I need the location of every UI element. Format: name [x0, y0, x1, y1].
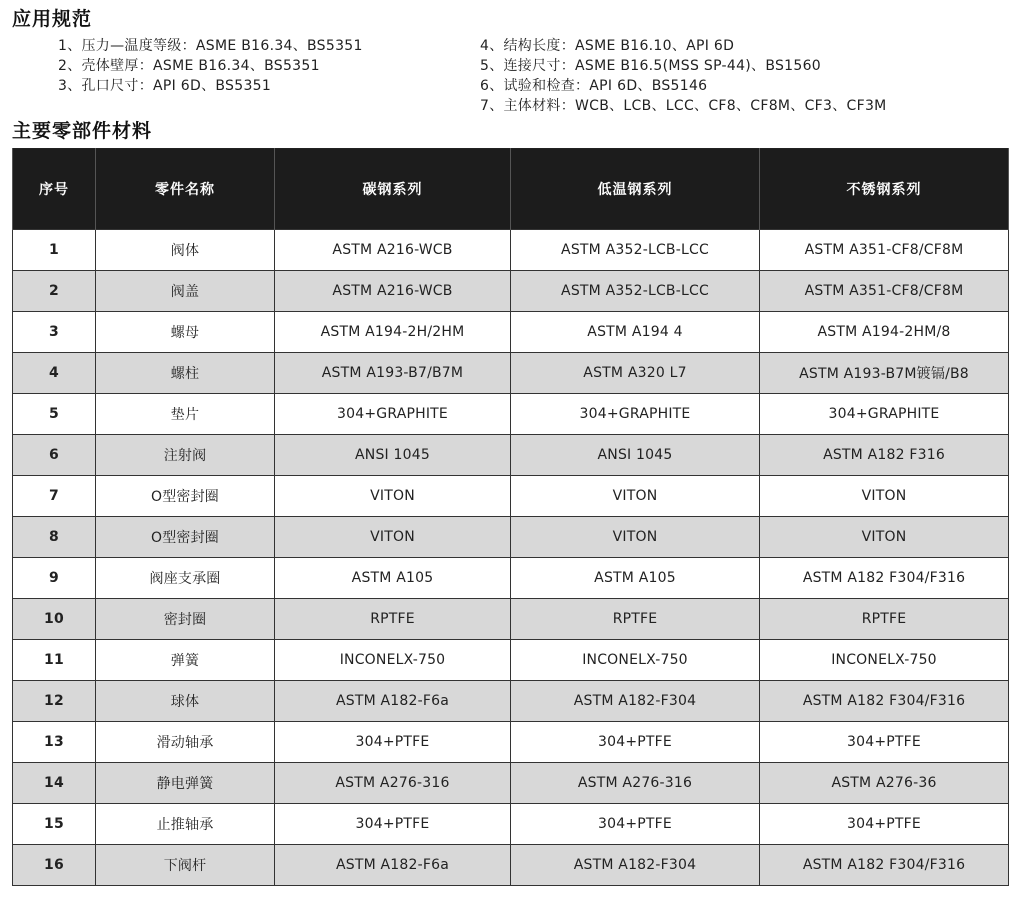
cell-part-name: O型密封圈: [96, 517, 275, 558]
cell-low-temp-steel: INCONELX-750: [511, 640, 760, 681]
table-row: [13, 804, 1009, 845]
cell-no: 15: [13, 804, 96, 845]
standard-item: 3、孔口尺寸：API 6D、BS5351: [58, 78, 272, 94]
cell-carbon-steel: ASTM A182-F6a: [275, 845, 511, 886]
cell-carbon-steel: ANSI 1045: [275, 435, 511, 476]
header-part-name: 零件名称: [96, 149, 275, 230]
header-carbon-steel: 碳钢系列: [275, 149, 511, 230]
cell-carbon-steel: ASTM A194-2H/2HM: [275, 312, 511, 353]
cell-part-name: 密封圈: [96, 599, 275, 640]
cell-carbon-steel: 304+GRAPHITE: [275, 394, 511, 435]
cell-stainless-steel: ASTM A182 F304/F316: [760, 845, 1009, 886]
cell-low-temp-steel: ASTM A276-316: [511, 763, 760, 804]
cell-low-temp-steel: 304+PTFE: [511, 804, 760, 845]
cell-part-name: 止推轴承: [96, 804, 275, 845]
cell-carbon-steel: ASTM A276-316: [275, 763, 511, 804]
cell-stainless-steel: INCONELX-750: [760, 640, 1009, 681]
cell-stainless-steel: ASTM A351-CF8/CF8M: [760, 230, 1009, 271]
table-row: [13, 312, 1009, 353]
cell-low-temp-steel: ASTM A105: [511, 558, 760, 599]
cell-part-name: 螺柱: [96, 353, 275, 394]
cell-part-name: 阀座支承圈: [96, 558, 275, 599]
header-stainless-steel: 不锈钢系列: [760, 149, 1009, 230]
table-row: [13, 558, 1009, 599]
table-row: [13, 230, 1009, 271]
table-row: [13, 435, 1009, 476]
table-row: [13, 640, 1009, 681]
standards-list-left: [58, 36, 363, 96]
cell-stainless-steel: ASTM A182 F316: [760, 435, 1009, 476]
cell-no: 2: [13, 271, 96, 312]
table-row: [13, 394, 1009, 435]
cell-stainless-steel: ASTM A351-CF8/CF8M: [760, 271, 1009, 312]
cell-low-temp-steel: ANSI 1045: [511, 435, 760, 476]
standards-title: 应用规范: [12, 8, 93, 30]
cell-no: 1: [13, 230, 96, 271]
materials-table: [12, 148, 1009, 886]
cell-stainless-steel: VITON: [760, 476, 1009, 517]
cell-carbon-steel: ASTM A216-WCB: [275, 271, 511, 312]
cell-no: 4: [13, 353, 96, 394]
cell-carbon-steel: VITON: [275, 476, 511, 517]
standard-item: 7、主体材料：WCB、LCB、LCC、CF8、CF8M、CF3、CF3M: [480, 98, 887, 114]
table-row: [13, 845, 1009, 886]
cell-no: 7: [13, 476, 96, 517]
standard-item: 5、连接尺寸：ASME B16.5(MSS SP-44)、BS1560: [480, 58, 822, 74]
cell-no: 14: [13, 763, 96, 804]
standard-item: 1、压力—温度等级：ASME B16.34、BS5351: [58, 38, 363, 54]
cell-carbon-steel: 304+PTFE: [275, 804, 511, 845]
cell-carbon-steel: ASTM A193-B7/B7M: [275, 353, 511, 394]
cell-carbon-steel: 304+PTFE: [275, 722, 511, 763]
cell-part-name: 下阀杆: [96, 845, 275, 886]
cell-no: 5: [13, 394, 96, 435]
cell-stainless-steel: ASTM A193-B7M镀镉/B8: [760, 353, 1009, 394]
cell-carbon-steel: INCONELX-750: [275, 640, 511, 681]
cell-stainless-steel: ASTM A194-2HM/8: [760, 312, 1009, 353]
cell-stainless-steel: ASTM A182 F304/F316: [760, 681, 1009, 722]
cell-no: 12: [13, 681, 96, 722]
cell-low-temp-steel: RPTFE: [511, 599, 760, 640]
cell-part-name: O型密封圈: [96, 476, 275, 517]
cell-low-temp-steel: ASTM A352-LCB-LCC: [511, 271, 760, 312]
table-header-row: [13, 149, 1009, 230]
cell-part-name: 弹簧: [96, 640, 275, 681]
standard-item: 2、壳体壁厚：ASME B16.34、BS5351: [58, 58, 320, 74]
materials-title: 主要零部件材料: [12, 120, 153, 142]
cell-low-temp-steel: VITON: [511, 517, 760, 558]
cell-no: 8: [13, 517, 96, 558]
materials-table-body: [13, 230, 1009, 886]
table-row: [13, 517, 1009, 558]
cell-no: 11: [13, 640, 96, 681]
table-row: [13, 476, 1009, 517]
table-row: [13, 353, 1009, 394]
cell-part-name: 静电弹簧: [96, 763, 275, 804]
cell-stainless-steel: ASTM A182 F304/F316: [760, 558, 1009, 599]
cell-carbon-steel: ASTM A216-WCB: [275, 230, 511, 271]
cell-carbon-steel: VITON: [275, 517, 511, 558]
header-low-temp-steel: 低温钢系列: [511, 149, 760, 230]
cell-no: 6: [13, 435, 96, 476]
cell-carbon-steel: ASTM A182-F6a: [275, 681, 511, 722]
cell-stainless-steel: 304+PTFE: [760, 804, 1009, 845]
cell-low-temp-steel: ASTM A352-LCB-LCC: [511, 230, 760, 271]
cell-stainless-steel: ASTM A276-36: [760, 763, 1009, 804]
cell-carbon-steel: ASTM A105: [275, 558, 511, 599]
standards-list-right: [480, 36, 887, 116]
cell-no: 13: [13, 722, 96, 763]
table-row: [13, 599, 1009, 640]
cell-no: 16: [13, 845, 96, 886]
cell-no: 9: [13, 558, 96, 599]
cell-stainless-steel: 304+GRAPHITE: [760, 394, 1009, 435]
cell-part-name: 阀盖: [96, 271, 275, 312]
cell-low-temp-steel: 304+GRAPHITE: [511, 394, 760, 435]
cell-stainless-steel: 304+PTFE: [760, 722, 1009, 763]
cell-stainless-steel: RPTFE: [760, 599, 1009, 640]
cell-part-name: 滑动轴承: [96, 722, 275, 763]
cell-part-name: 垫片: [96, 394, 275, 435]
cell-part-name: 阀体: [96, 230, 275, 271]
table-row: [13, 271, 1009, 312]
cell-carbon-steel: RPTFE: [275, 599, 511, 640]
cell-low-temp-steel: ASTM A194 4: [511, 312, 760, 353]
cell-stainless-steel: VITON: [760, 517, 1009, 558]
table-row: [13, 763, 1009, 804]
cell-part-name: 球体: [96, 681, 275, 722]
standard-item: 6、试验和检查：API 6D、BS5146: [480, 78, 708, 94]
table-row: [13, 722, 1009, 763]
standard-item: 4、结构长度：ASME B16.10、API 6D: [480, 38, 735, 54]
header-no: 序号: [13, 149, 96, 230]
table-row: [13, 681, 1009, 722]
cell-low-temp-steel: ASTM A182-F304: [511, 845, 760, 886]
cell-part-name: 螺母: [96, 312, 275, 353]
cell-part-name: 注射阀: [96, 435, 275, 476]
cell-low-temp-steel: ASTM A182-F304: [511, 681, 760, 722]
cell-no: 3: [13, 312, 96, 353]
cell-no: 10: [13, 599, 96, 640]
cell-low-temp-steel: ASTM A320 L7: [511, 353, 760, 394]
cell-low-temp-steel: 304+PTFE: [511, 722, 760, 763]
cell-low-temp-steel: VITON: [511, 476, 760, 517]
